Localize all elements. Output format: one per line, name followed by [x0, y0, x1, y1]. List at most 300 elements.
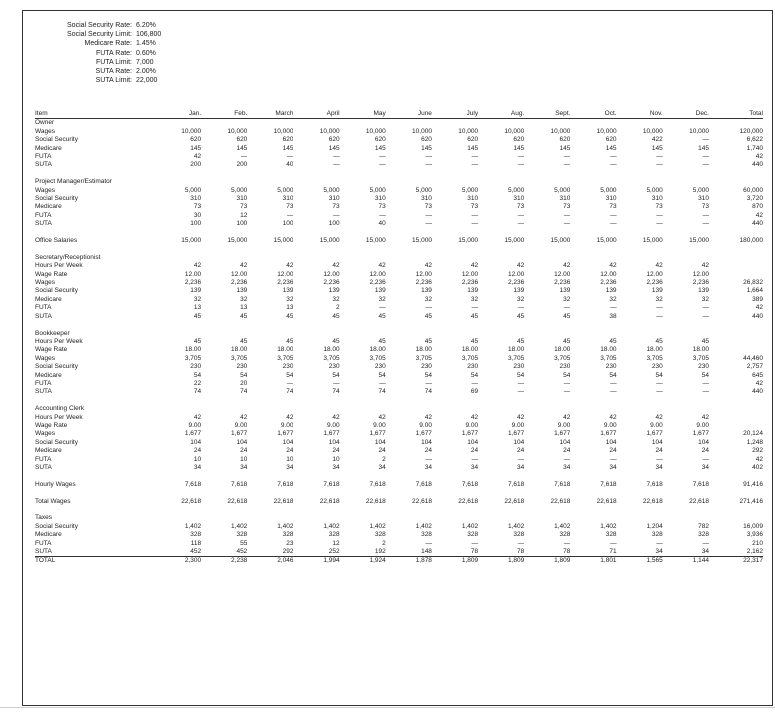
month-value: —: [702, 153, 709, 161]
month-value: 1,994: [293, 557, 339, 566]
total-value: 389: [752, 295, 763, 303]
month-value: 5,000: [600, 186, 617, 194]
month-value: 145: [236, 144, 248, 152]
month-value: —: [656, 211, 663, 219]
month-value: 5,000: [692, 186, 709, 194]
month-value: 54: [701, 371, 709, 379]
month-value: 34: [470, 463, 479, 471]
month-value: 10,000: [504, 127, 525, 135]
month-value: 12.00: [415, 270, 432, 278]
month-value: 12.00: [323, 270, 340, 278]
month-value: —: [425, 153, 432, 161]
total-value: 402: [752, 463, 763, 471]
month-value: 139: [236, 287, 248, 295]
month-value: 5,000: [277, 186, 294, 194]
month-value: 32: [378, 295, 386, 303]
month-value: 2,236: [600, 279, 617, 287]
section-title-row: [35, 254, 763, 262]
month-value: —: [702, 455, 709, 463]
month-value: 328: [374, 531, 386, 539]
line-item-label: TOTAL: [35, 557, 155, 566]
month-value: 22,618: [596, 497, 617, 505]
month-value: 45: [286, 337, 294, 345]
month-value: 42: [240, 413, 248, 421]
month-value: 24: [655, 447, 663, 455]
month-value: 73: [424, 203, 432, 211]
month-value: —: [471, 211, 479, 219]
month-value: 54: [378, 371, 386, 379]
month-value: —: [517, 211, 525, 219]
line-item-row: [35, 548, 763, 557]
month-value: 15,000: [642, 237, 663, 245]
month-value: —: [702, 161, 709, 169]
month-value: 45: [424, 337, 432, 345]
month-value: 2,236: [554, 279, 571, 287]
month-value: 22,618: [181, 497, 202, 505]
month-value: 1,402: [600, 522, 617, 530]
month-value: —: [517, 304, 525, 312]
month-value: —: [563, 388, 571, 396]
month-value: 34: [655, 463, 663, 471]
spacer-cell: [35, 229, 763, 237]
month-value: 13: [193, 304, 202, 312]
month-value: 10,000: [227, 127, 248, 135]
line-item-row: [35, 523, 763, 531]
month-value: 3,705: [277, 354, 294, 362]
month-value: 71: [609, 548, 617, 555]
month-value: —: [379, 211, 386, 219]
total-value: 2,162: [746, 548, 763, 555]
month-value: 230: [651, 363, 663, 371]
month-value: 15,000: [504, 237, 525, 245]
month-value: 45: [470, 312, 479, 320]
total-value: 60,000: [743, 186, 763, 194]
month-value: 42: [655, 262, 663, 270]
month-value: —: [471, 220, 479, 228]
month-value: 10,000: [689, 127, 709, 135]
month-value: 9.00: [603, 421, 617, 429]
month-value: 22,618: [273, 497, 294, 505]
line-item-row: [35, 304, 763, 312]
month-value: 12: [240, 211, 248, 219]
month-value: 24: [517, 447, 525, 455]
month-value: 2,046: [247, 557, 293, 566]
total-value: 42: [755, 455, 763, 463]
month-value: 1,677: [554, 430, 571, 438]
month-value: 5,000: [323, 186, 340, 194]
month-value: 139: [467, 287, 479, 295]
month-value: 328: [559, 531, 571, 539]
line-item-label: FUTA: [35, 304, 52, 312]
month-value: 328: [698, 531, 709, 539]
month-value: —: [379, 153, 386, 161]
month-value: 54: [193, 371, 202, 379]
month-value: 40: [286, 161, 294, 169]
month-value: 9.00: [511, 421, 525, 429]
grand-total-row: [35, 557, 763, 566]
month-value: 73: [332, 203, 340, 211]
bottom-divider: [0, 707, 775, 712]
month-value: —: [563, 153, 571, 161]
month-value: —: [610, 304, 617, 312]
rate-label: SUTA Limit:: [95, 77, 132, 85]
month-value: 24: [424, 447, 432, 455]
month-value: —: [656, 379, 663, 387]
month-value: 104: [421, 438, 432, 446]
month-value: 1,677: [461, 430, 479, 438]
section-title: Taxes: [35, 514, 52, 522]
month-value: —: [656, 312, 663, 320]
month-value: 15,000: [181, 237, 202, 245]
month-value: 1,677: [277, 430, 294, 438]
month-value: 1,144: [663, 557, 709, 566]
month-value: —: [610, 211, 617, 219]
month-value: 310: [651, 195, 663, 203]
line-item-label: Medicare: [35, 531, 62, 539]
month-value: 139: [698, 287, 709, 295]
header-month: July: [432, 110, 478, 119]
rate-label: FUTA Rate:: [95, 49, 132, 57]
month-value: 145: [698, 144, 709, 152]
total-value: 210: [752, 539, 763, 547]
line-item-row: [35, 363, 763, 371]
month-value: 54: [655, 371, 663, 379]
month-value: 3,705: [507, 354, 525, 362]
month-value: 230: [605, 363, 617, 371]
month-value: 7,618: [554, 480, 571, 488]
summary-label: Office Salaries: [35, 237, 78, 245]
month-value: 620: [513, 136, 525, 144]
month-value: 1,565: [617, 557, 663, 566]
line-item-row: [35, 380, 763, 388]
month-value: 42: [609, 413, 617, 421]
month-value: 54: [424, 371, 432, 379]
month-value: 12.00: [692, 270, 709, 278]
month-value: 2: [336, 304, 340, 312]
total-value: 6,622: [746, 136, 763, 144]
month-value: 12.00: [369, 270, 386, 278]
month-value: 1,402: [323, 522, 340, 530]
total-value: 16,009: [743, 522, 763, 530]
month-value: 32: [470, 295, 479, 303]
header-month: Sept.: [524, 110, 570, 119]
month-value: 34: [701, 463, 709, 471]
month-value: 15,000: [550, 237, 571, 245]
month-value: —: [702, 539, 709, 547]
month-value: —: [656, 455, 663, 463]
month-value: 1,677: [369, 430, 386, 438]
month-value: 45: [563, 337, 571, 345]
line-item-label: Wages: [35, 279, 55, 287]
month-value: —: [702, 304, 709, 312]
month-value: 1,402: [231, 522, 248, 530]
month-value: 1,809: [478, 557, 524, 566]
month-value: 620: [328, 136, 340, 144]
total-value: 22,317: [709, 557, 763, 566]
month-value: 310: [421, 195, 432, 203]
month-value: 1,402: [507, 522, 525, 530]
month-value: 18.00: [415, 346, 432, 354]
month-value: —: [333, 379, 340, 387]
section-title-row: [35, 405, 763, 413]
line-item-row: [35, 287, 763, 295]
header-month: Oct.: [570, 110, 616, 119]
month-value: 18.00: [600, 346, 617, 354]
line-item-label: SUTA: [35, 548, 52, 555]
month-value: 15,000: [689, 237, 709, 245]
month-value: 32: [609, 295, 617, 303]
month-value: 148: [421, 548, 432, 555]
total-value: 42: [755, 211, 763, 219]
month-value: 9.00: [696, 421, 709, 429]
month-value: 42: [240, 262, 248, 270]
month-value: 310: [282, 195, 294, 203]
month-value: 310: [559, 195, 571, 203]
rate-label: SUTA Rate:: [95, 67, 132, 75]
month-value: 54: [470, 371, 479, 379]
month-value: 32: [286, 295, 294, 303]
month-value: 10,000: [642, 127, 663, 135]
month-value: 620: [421, 136, 432, 144]
month-value: —: [425, 304, 432, 312]
month-value: 22: [193, 379, 202, 387]
month-value: 620: [467, 136, 479, 144]
month-value: —: [563, 455, 571, 463]
month-value: 23: [286, 539, 294, 547]
line-item-label: FUTA: [35, 153, 52, 161]
month-value: 45: [424, 312, 432, 320]
month-value: —: [656, 161, 663, 169]
month-value: 10: [332, 455, 340, 463]
month-value: 45: [378, 337, 386, 345]
month-value: 145: [328, 144, 340, 152]
month-value: 12.00: [461, 270, 479, 278]
month-value: 22,618: [689, 497, 709, 505]
total-value: 120,000: [739, 127, 763, 135]
month-value: —: [471, 153, 479, 161]
month-value: 24: [609, 447, 617, 455]
month-value: 1,677: [646, 430, 663, 438]
month-value: 310: [605, 195, 617, 203]
header-item: Item: [35, 110, 155, 119]
spacer-cell: [35, 170, 763, 178]
month-value: 45: [240, 312, 248, 320]
month-value: 1,402: [554, 522, 571, 530]
month-value: —: [471, 539, 479, 547]
month-value: 200: [236, 161, 248, 169]
month-value: 55: [240, 539, 248, 547]
spacer-row: [35, 506, 763, 514]
month-value: 12.00: [231, 270, 248, 278]
line-item-row: [35, 296, 763, 304]
month-value: 32: [701, 295, 709, 303]
month-value: 45: [609, 337, 617, 345]
month-value: 10: [193, 455, 202, 463]
month-value: 74: [424, 388, 432, 396]
header-row: [35, 110, 763, 119]
total-value: 645: [752, 371, 763, 379]
month-value: 2,236: [231, 279, 248, 287]
month-value: 78: [470, 548, 479, 555]
spacer-row: [35, 321, 763, 329]
month-value: 42: [286, 262, 294, 270]
month-value: 1,402: [415, 522, 432, 530]
total-value: [709, 422, 763, 430]
section-title-row: [35, 178, 763, 186]
line-item-label: Social Security: [35, 438, 78, 446]
month-value: 22,618: [319, 497, 340, 505]
spacer-cell: [35, 245, 763, 253]
month-value: 7,618: [461, 480, 479, 488]
month-value: 10,000: [596, 127, 617, 135]
month-value: 230: [513, 363, 525, 371]
month-value: 310: [374, 195, 386, 203]
month-value: 34: [286, 463, 294, 471]
month-value: —: [425, 379, 432, 387]
month-value: 10: [286, 455, 294, 463]
month-value: 230: [374, 363, 386, 371]
month-value: 13: [286, 304, 294, 312]
total-value: [709, 262, 763, 270]
month-value: 145: [467, 144, 479, 152]
month-value: —: [563, 304, 571, 312]
month-value: 9.00: [419, 421, 432, 429]
month-value: —: [517, 153, 525, 161]
rate-row: [35, 49, 161, 58]
month-value: 2,236: [184, 279, 202, 287]
month-value: 22,618: [412, 497, 432, 505]
month-value: —: [425, 161, 432, 169]
rate-label: Medicare Rate:: [84, 40, 132, 48]
line-item-label: Social Security: [35, 195, 78, 203]
rate-row: [35, 21, 161, 30]
line-item-row: [35, 153, 763, 161]
month-value: —: [286, 153, 294, 161]
month-value: 45: [563, 312, 571, 320]
month-value: 34: [240, 463, 248, 471]
month-value: 1,402: [277, 522, 294, 530]
line-item-label: FUTA: [35, 379, 52, 387]
month-value: 18.00: [692, 346, 709, 354]
total-value: 271,416: [739, 497, 763, 505]
line-item-row: [35, 414, 763, 422]
month-value: 3,705: [323, 354, 340, 362]
line-item-row: [35, 439, 763, 447]
header-month: March: [247, 110, 293, 119]
month-value: 452: [236, 548, 248, 555]
month-value: 10,000: [458, 127, 479, 135]
header-month: Aug.: [478, 110, 524, 119]
month-value: —: [563, 220, 571, 228]
month-value: 3,705: [231, 354, 248, 362]
month-value: 13: [240, 304, 248, 312]
month-value: —: [610, 388, 617, 396]
total-value: 292: [752, 447, 763, 455]
month-value: 7,618: [507, 480, 525, 488]
month-value: 74: [240, 388, 248, 396]
line-item-label: Wages: [35, 354, 55, 362]
line-item-label: Wages: [35, 127, 55, 135]
month-value: 1,677: [323, 430, 340, 438]
total-value: 3,720: [746, 195, 763, 203]
month-value: 54: [286, 371, 294, 379]
month-value: 73: [470, 203, 479, 211]
month-value: 7,618: [600, 480, 617, 488]
month-value: 54: [563, 371, 571, 379]
header-month: June: [386, 110, 432, 119]
month-value: 73: [240, 203, 248, 211]
month-value: 100: [236, 220, 248, 228]
month-value: —: [517, 539, 525, 547]
spacer-row: [35, 489, 763, 497]
month-value: —: [702, 211, 709, 219]
month-value: —: [333, 153, 340, 161]
rate-value: 6.20%: [136, 22, 156, 29]
month-value: 145: [513, 144, 525, 152]
month-value: 15,000: [365, 237, 386, 245]
line-item-label: Wages: [35, 430, 55, 438]
month-value: 7,618: [323, 480, 340, 488]
month-value: —: [379, 304, 386, 312]
section-title: Owner: [35, 119, 55, 127]
month-value: 32: [193, 295, 202, 303]
month-value: 32: [424, 295, 432, 303]
summary-label: Hourly Wages: [35, 480, 76, 488]
total-value: 42: [755, 153, 763, 161]
month-value: 10,000: [319, 127, 340, 135]
line-item-label: Wages: [35, 186, 55, 194]
month-value: —: [702, 379, 709, 387]
month-value: 3,705: [415, 354, 432, 362]
summary-label: Total Wages: [35, 497, 71, 505]
month-value: 1,204: [646, 522, 663, 530]
line-item-row: [35, 456, 763, 464]
month-value: 7,618: [277, 480, 294, 488]
line-item-label: Social Security: [35, 522, 78, 530]
month-value: 310: [698, 195, 709, 203]
month-value: 7,618: [184, 480, 202, 488]
rate-row: [35, 58, 161, 67]
month-value: 42: [193, 262, 202, 270]
month-value: 24: [470, 447, 479, 455]
month-value: 230: [328, 363, 340, 371]
line-item-label: SUTA: [35, 388, 52, 396]
line-item-row: [35, 430, 763, 438]
spacer-cell: [35, 506, 763, 514]
month-value: 45: [517, 337, 525, 345]
month-value: 2,236: [277, 279, 294, 287]
line-item-row: [35, 531, 763, 539]
month-value: —: [702, 388, 709, 396]
line-item-row: [35, 136, 763, 144]
month-value: 42: [517, 413, 525, 421]
month-value: 42: [655, 413, 663, 421]
total-value: 42: [755, 379, 763, 387]
month-value: 42: [701, 413, 709, 421]
month-value: 32: [332, 295, 340, 303]
month-value: 73: [378, 203, 386, 211]
month-value: 45: [470, 337, 479, 345]
month-value: 5,000: [507, 186, 525, 194]
line-item-row: [35, 338, 763, 346]
month-value: 73: [655, 203, 663, 211]
line-item-row: [35, 161, 763, 169]
line-item-label: Wage Rate: [35, 270, 68, 278]
month-value: —: [563, 379, 571, 387]
spacer-cell: [35, 472, 763, 480]
month-value: 15,000: [458, 237, 479, 245]
month-value: 74: [332, 388, 340, 396]
